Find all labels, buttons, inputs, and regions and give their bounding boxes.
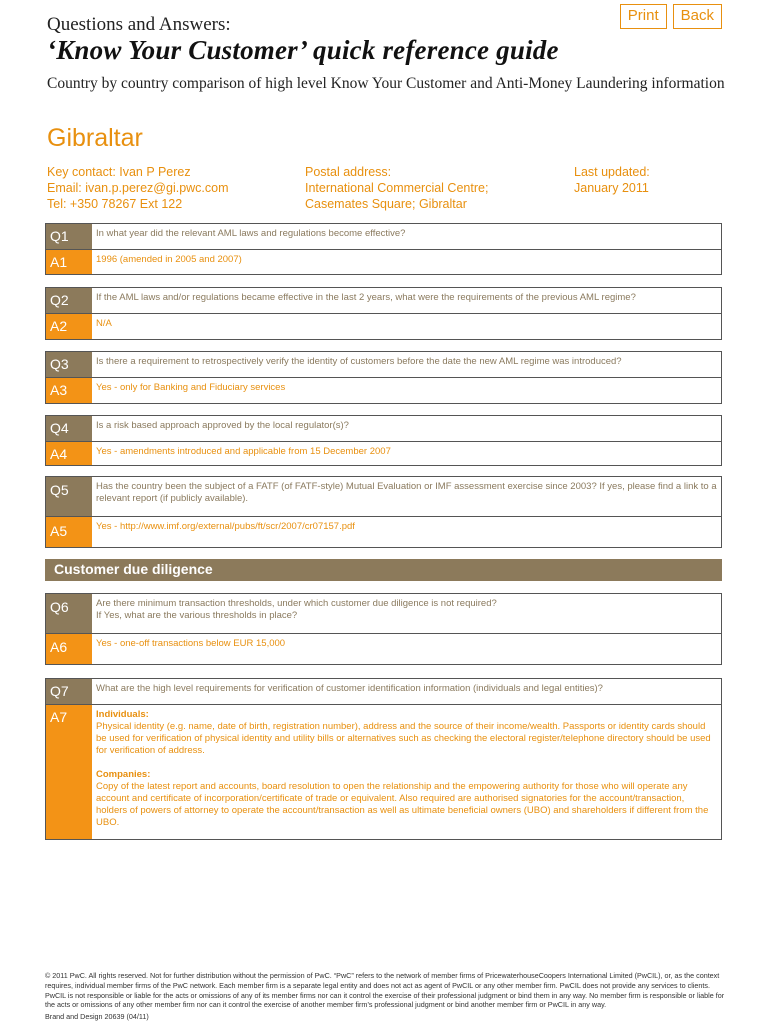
answer-text: Yes - only for Banking and Fiduciary services: [96, 382, 286, 393]
back-button[interactable]: Back: [673, 4, 722, 29]
question-text: What are the high level requirements for verification of customer identification information (individuals and legal entities)?: [96, 683, 603, 694]
qa-block-7: [45, 678, 722, 840]
answer-label: A2: [46, 314, 92, 339]
answer-label: A7: [46, 705, 92, 839]
header-kicker: Questions and Answers:: [47, 14, 231, 35]
answer-text: [92, 705, 721, 839]
postal-line-2: Casemates Square; Gibraltar: [305, 197, 467, 211]
qa-block-5: [45, 476, 722, 548]
question-text: Is there a requirement to retrospectively verify the identity of customers before the date the new AML regime was introduced?: [96, 356, 622, 367]
answer-text: Yes - amendments introduced and applicable from 15 December 2007: [96, 446, 391, 457]
last-updated: [574, 164, 650, 196]
individuals-heading: Individuals:: [96, 709, 149, 720]
answer-text: 1996 (amended in 2005 and 2007): [96, 254, 242, 265]
question-row: [46, 288, 721, 313]
question-label: Q6: [46, 594, 92, 633]
answer-row: [46, 313, 721, 339]
contact-phone: Tel: +350 78267 Ext 122: [47, 197, 183, 211]
qa-block-1: [45, 223, 722, 275]
question-label: Q7: [46, 679, 92, 704]
question-row: [46, 594, 721, 633]
question-line-1: Are there minimum transaction thresholds, under which customer due diligence is not required?: [96, 598, 497, 609]
answer-row: [46, 704, 721, 839]
key-contact: Key contact: Ivan P Perez: [47, 165, 191, 179]
footer-legal: © 2011 PwC. All rights reserved. Not for further distribution without the permission of PwC. “PwC” refers to the network of member firms of PricewaterhouseCoopers International Limited (PwCIL), or, as the context requires, individual member firms of the PwC network. Each member firm is a separate legal entity and does not act as agent of PwCIL or any other member firm. PwCIL does not provide any services to clients. PwCIL is not responsible or liable for the acts or omissions of any of its member firms nor can it control the exercise of their professional judgment or bind them in any way. No member firm is responsible or liable for the acts or omissions of any other member firm nor can it control the exercise of another member firm’s professional judgment or bind another member firm or PwCIL in any way.: [45, 971, 725, 1010]
footer-brand: Brand and Design 20639 (04/11): [45, 1012, 149, 1022]
section-heading: Customer due diligence: [45, 559, 722, 581]
postal-line-1: International Commercial Centre;: [305, 181, 489, 195]
answer-row: [46, 441, 721, 465]
companies-heading: Companies:: [96, 769, 151, 780]
question-label: Q4: [46, 416, 92, 441]
answer-row: [46, 633, 721, 664]
answer-text: Yes - one-off transactions below EUR 15,000: [96, 638, 286, 649]
question-row: [46, 679, 721, 704]
contact-email: Email: ivan.p.perez@gi.pwc.com: [47, 181, 229, 195]
print-button[interactable]: Print: [620, 4, 667, 29]
companies-text: Copy of the latest report and accounts, board resolution to open the relationship and the empowering authority for those who will operate any account and certificate of incorporation/certificate of trade or equivalent. Also required are authorised signatories for the account/transaction, holders of powers of attorney to operate the account/transaction as well as ultimate beneficial owners (UBO) and shareholders if different from the UBO.: [96, 781, 709, 828]
qa-block-6: [45, 593, 722, 665]
country-heading: Gibraltar: [47, 124, 143, 152]
question-row: [46, 224, 721, 249]
answer-text: N/A: [96, 318, 112, 329]
updated-label: Last updated:: [574, 165, 650, 179]
question-row: [46, 352, 721, 377]
question-label: Q5: [46, 477, 92, 516]
answer-row: [46, 249, 721, 274]
answer-label: A6: [46, 634, 92, 664]
qa-block-4: [45, 415, 722, 466]
footer: [45, 971, 725, 1022]
question-text: [92, 594, 721, 633]
answer-label: A5: [46, 517, 92, 547]
question-text: If the AML laws and/or regulations became effective in the last 2 years, what were the requirements of the previous AML regime?: [96, 292, 636, 303]
answer-text: Yes - http://www.imf.org/external/pubs/ft/scr/2007/cr07157.pdf: [96, 521, 355, 532]
qa-block-2: [45, 287, 722, 340]
qa-block-3: [45, 351, 722, 404]
postal-label: Postal address:: [305, 165, 392, 179]
question-text: Has the country been the subject of a FATF (of FATF-style) Mutual Evaluation or IMF assessment exercise since 2003? If yes, please find a link to a relevant report (if publicly available).: [96, 481, 717, 504]
top-toolbar: [620, 4, 722, 29]
answer-row: [46, 516, 721, 547]
question-line-2: If Yes, what are the various thresholds in place?: [96, 610, 298, 621]
page-title: ‘Know Your Customer’ quick reference guide: [47, 35, 559, 65]
question-label: Q2: [46, 288, 92, 313]
question-text: Is a risk based approach approved by the local regulator(s)?: [96, 420, 349, 431]
question-label: Q1: [46, 224, 92, 249]
answer-label: A1: [46, 250, 92, 274]
answer-label: A3: [46, 378, 92, 403]
question-row: [46, 477, 721, 516]
page-subtitle: Country by country comparison of high level Know Your Customer and Anti-Money Laundering information: [47, 75, 725, 92]
postal-address: [305, 164, 488, 212]
question-row: [46, 416, 721, 441]
individuals-text: Physical identity (e.g. name, date of birth, registration number), address and the source of their income/wealth. Passports or identity cards should be used for verification of physical identity and utility bills or alternatives such as checking the electoral register/telephone directory should be used for verification of address.: [96, 721, 711, 756]
updated-value: January 2011: [574, 181, 649, 195]
question-label: Q3: [46, 352, 92, 377]
question-text: In what year did the relevant AML laws and regulations become effective?: [96, 228, 406, 239]
contact-person: [47, 164, 229, 212]
answer-row: [46, 377, 721, 403]
answer-label: A4: [46, 442, 92, 465]
